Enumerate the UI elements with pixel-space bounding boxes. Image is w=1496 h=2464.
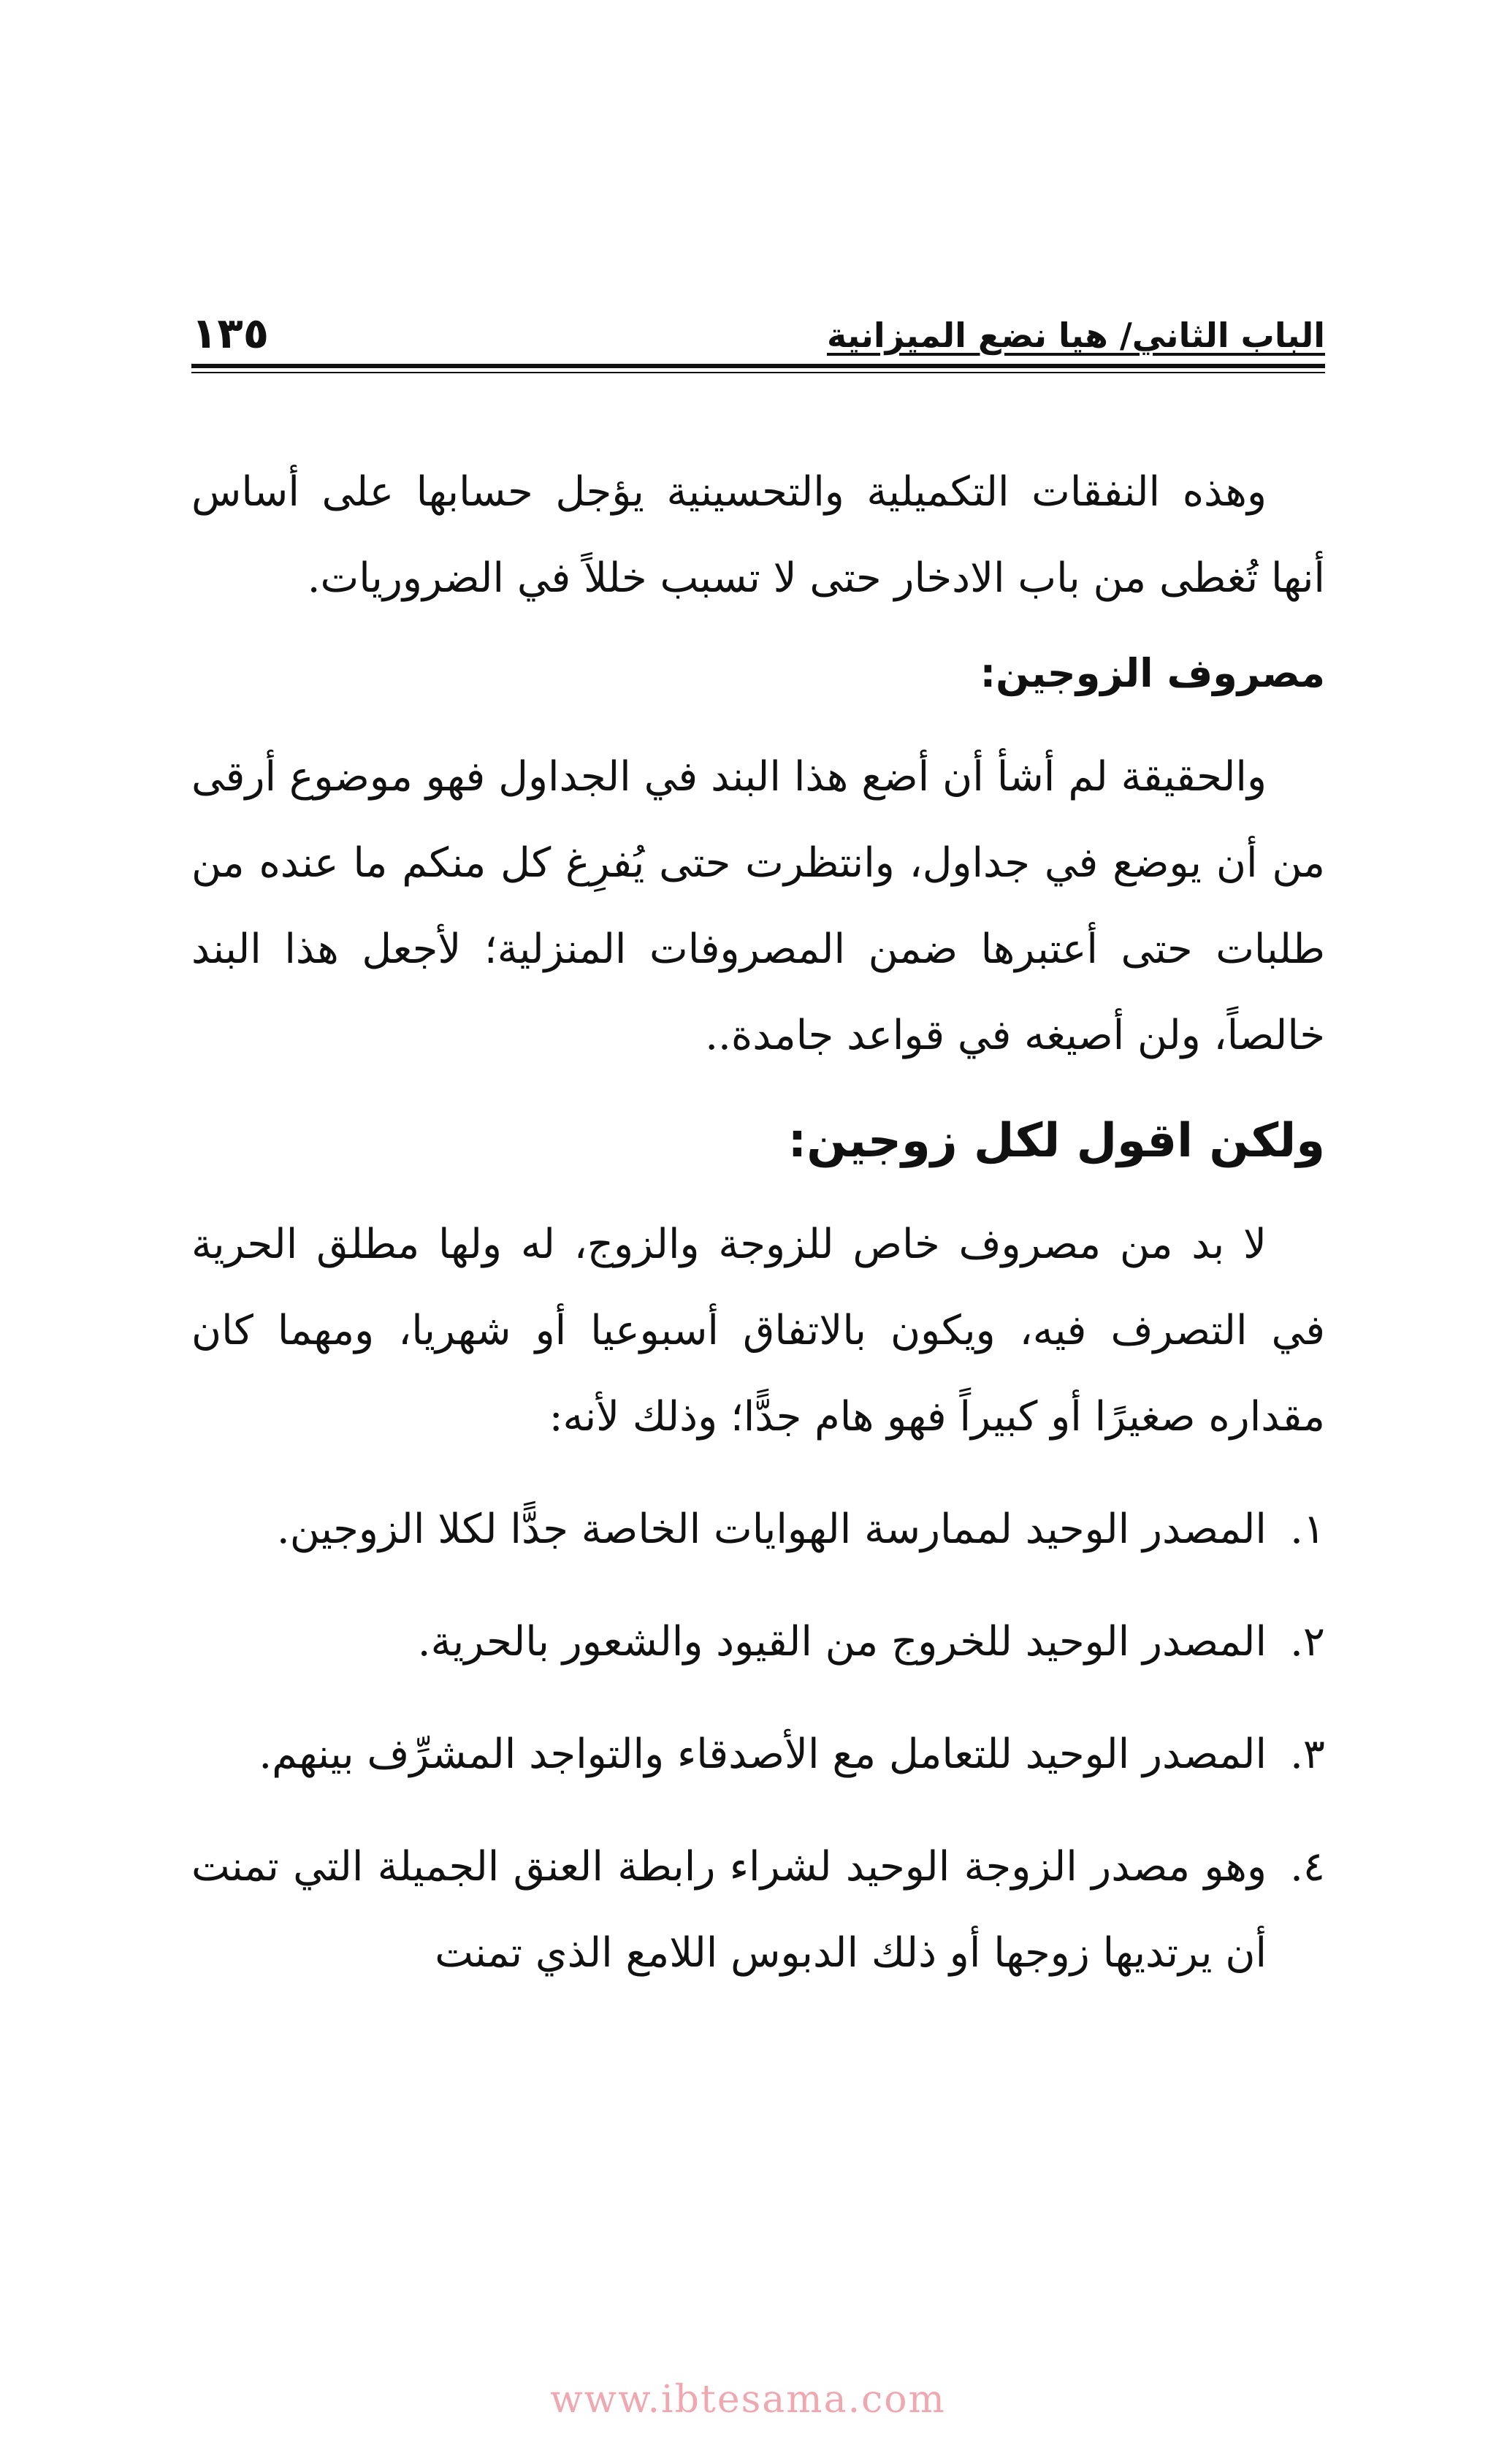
running-header xyxy=(191,300,1325,365)
list-item xyxy=(191,1712,1325,1798)
list-item-text: المصدر الوحيد لممارسة الهوايات الخاصة جدًّا لكلا الزوجين. xyxy=(276,1506,1267,1553)
list-item xyxy=(191,1487,1325,1573)
list-item xyxy=(191,1824,1325,1996)
paragraph-couple-expense: والحقيقة لم أشأ أن أضع هذا البند في الجداول فهو موضوع أرقى من أن يوضع في جداول، وانتظرت حتى يُفرِغ كل منكم ما عنده من طلبات حتى أعتبرها ضمن المصروفات المنزلية؛ لأجعل هذا البند خالصاً، ولن أصيغه في قواعد جامدة.. xyxy=(191,753,1325,1059)
body-text xyxy=(191,449,1325,2023)
header-rule-thick xyxy=(191,364,1325,368)
reasons-list xyxy=(191,1487,1325,1996)
list-item xyxy=(191,1599,1325,1685)
header-rule-thin xyxy=(191,372,1325,373)
list-item-number: ٢. xyxy=(1290,1618,1325,1666)
page-number: ١٣٥ xyxy=(191,308,270,358)
list-item-text: المصدر الوحيد للتعامل مع الأصدقاء والتواجد المشرِّف بينهم. xyxy=(259,1731,1267,1778)
watermark: www.ibtesama.com xyxy=(550,2378,946,2422)
list-item-number: ١. xyxy=(1290,1506,1325,1553)
chapter-title: الباب الثاني/ هيا نضع الميزانية xyxy=(826,316,1325,355)
list-item-number: ٣. xyxy=(1290,1731,1325,1778)
list-item-text: المصدر الوحيد للخروج من القيود والشعور بالحرية. xyxy=(417,1618,1267,1666)
section-heading-couple-expense: مصروف الزوجين: xyxy=(980,650,1325,696)
list-item-number: ٤. xyxy=(1290,1843,1325,1891)
paragraph-advice: لا بد من مصروف خاص للزوجة والزوج، له ولها مطلق الحرية في التصرف فيه، ويكون بالاتفاق أسبوعيا أو شهريا، ومهما كان مقداره صغيرًا أو كبيراً فهو هام جدًّا؛ وذلك لأنه: xyxy=(191,1221,1325,1441)
list-item-text: وهو مصدر الزوجة الوحيد لشراء رابطة العنق الجميلة التي تمنت أن يرتديها زوجها أو ذلك الدبوس اللامع الذي تمنت xyxy=(191,1843,1267,1977)
paragraph-intro: وهذه النفقات التكميلية والتحسينية يؤجل حسابها على أساس أنها تُغطى من باب الادخار حتى لا تسبب خللاً في الضروريات. xyxy=(191,468,1325,602)
section-heading-advice: ولكن اقول لكل زوجين: xyxy=(787,1114,1325,1168)
